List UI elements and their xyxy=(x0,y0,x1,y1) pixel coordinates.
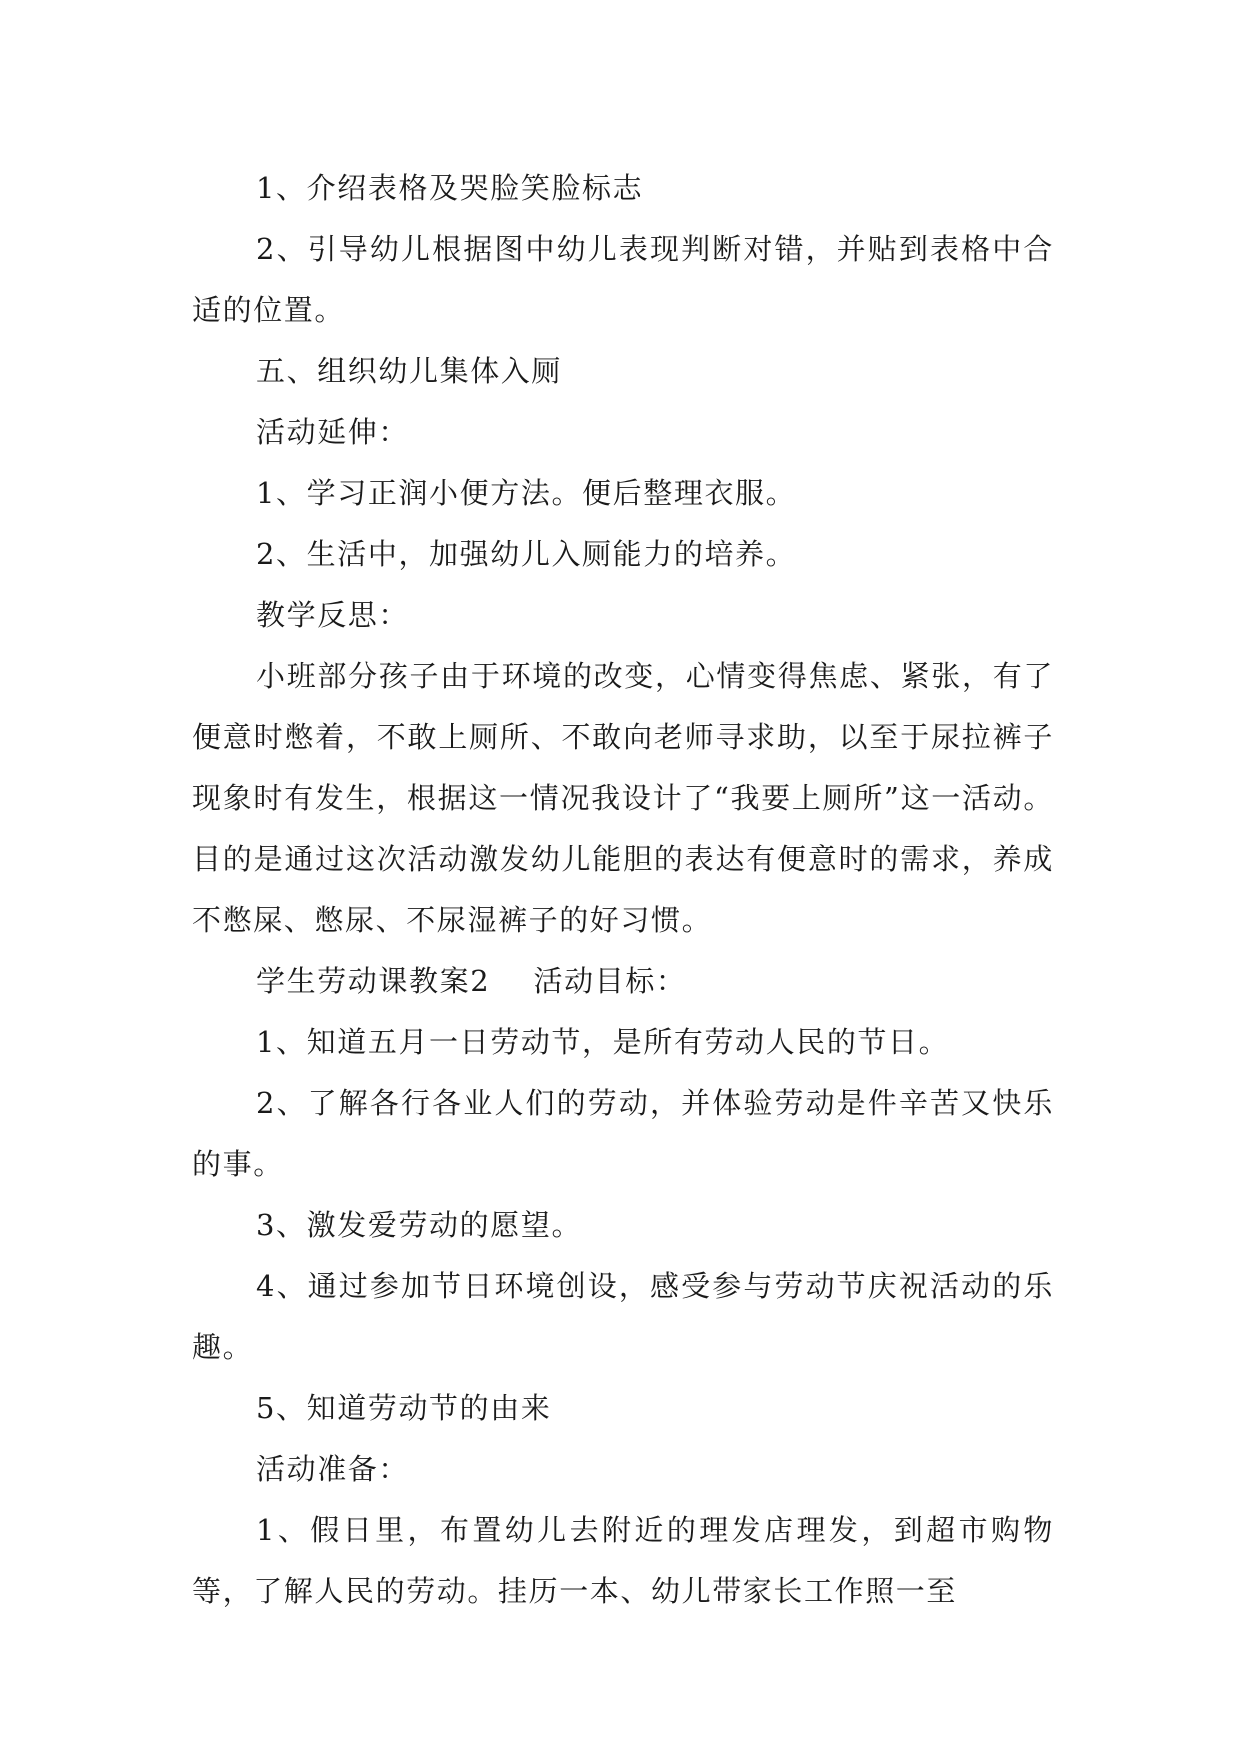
paragraph: 4、通过参加节日环境创设，感受参与劳动节庆祝活动的乐趣。 xyxy=(192,1269,1054,1364)
paragraph: 小班部分孩子由于环境的改变，心情变得焦虑、紧张，有了便意时憋着，不敢上厕所、不敢向老师寻求助，以至于尿拉裤子现象时有发生，根据这一情况我设计了“我要上厕所”这一活动。目的是通过这次活动激发幼儿能胆的表达有便意时的需求，养成不憋屎、憋尿、不尿湿裤子的好习惯。 xyxy=(192,659,1054,937)
document-body xyxy=(192,158,1054,1622)
paragraph: 五、组织幼儿集体入厕 xyxy=(256,354,563,388)
paragraph: 教学反思： xyxy=(256,598,410,632)
paragraph: 1、介绍表格及哭脸笑脸标志 xyxy=(256,171,644,205)
paragraph: 活动准备： xyxy=(256,1452,410,1486)
paragraph: 3、激发爱劳动的愿望。 xyxy=(256,1208,583,1242)
paragraph: 学生劳动课教案2 活动目标： xyxy=(256,964,687,998)
paragraph: 1、假日里，布置幼儿去附近的理发店理发，到超市购物等，了解人民的劳动。挂历一本、幼儿带家长工作照一至 xyxy=(192,1513,1054,1608)
paragraph: 1、学习正润小便方法。便后整理衣服。 xyxy=(256,476,797,510)
paragraph: 1、知道五月一日劳动节，是所有劳动人民的节日。 xyxy=(256,1025,950,1059)
paragraph: 活动延伸： xyxy=(256,415,410,449)
paragraph: 5、知道劳动节的由来 xyxy=(256,1391,552,1425)
paragraph: 2、引导幼儿根据图中幼儿表现判断对错，并贴到表格中合适的位置。 xyxy=(192,232,1054,327)
paragraph: 2、了解各行各业人们的劳动，并体验劳动是件辛苦又快乐的事。 xyxy=(192,1086,1054,1181)
paragraph: 2、生活中，加强幼儿入厕能力的培养。 xyxy=(256,537,797,571)
